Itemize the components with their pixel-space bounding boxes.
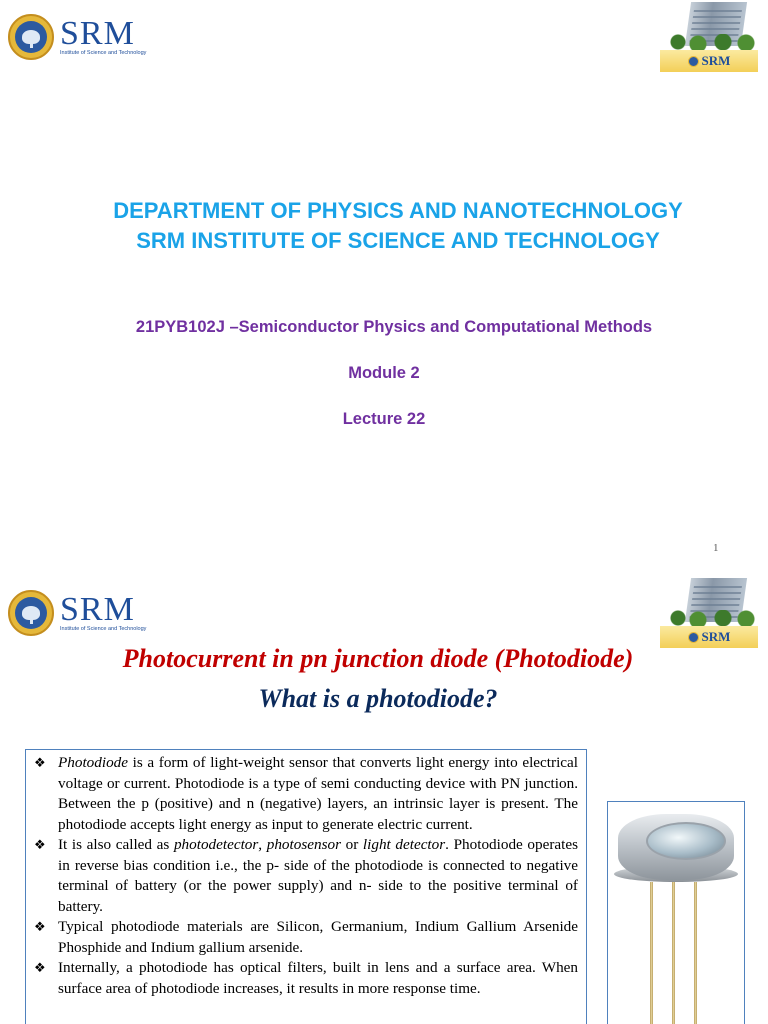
srm-logo (8, 14, 146, 60)
srm-mini-emblem-icon (688, 56, 699, 67)
campus-wordmark: SRM (701, 53, 731, 68)
diamond-bullet-icon: ❖ (34, 960, 46, 975)
slide-subtitle: What is a photodiode? (258, 684, 498, 713)
lecture-label: Lecture 22 (342, 410, 426, 428)
slide-title: Photocurrent in pn junction diode (Photodiode) (122, 644, 634, 673)
logo-subtitle: Institute of Science and Technology (60, 625, 147, 632)
bullet-item: ❖ Typical photodiode materials are Silicon, Germanium, Indium Gallium Arsenide Phosphide and Indium gallium arsenide. (34, 918, 578, 956)
diamond-bullet-icon: ❖ (34, 837, 46, 852)
srm-emblem-icon (8, 14, 54, 60)
department-line-2: SRM INSTITUTE OF SCIENCE AND TECHNOLOGY (136, 228, 660, 253)
department-heading (14, 196, 768, 256)
diamond-bullet-icon: ❖ (34, 919, 46, 934)
campus-building-image (660, 576, 758, 648)
department-line-1: DEPARTMENT OF PHYSICS AND NANOTECHNOLOGY (113, 198, 683, 223)
bullet-text-box (25, 749, 587, 1024)
bullet-item: ❖ Internally, a photodiode has optical filters, built in lens and a surface area. When surface area of photodiode increases, it results in more response time. (34, 959, 578, 997)
logo-wordmark: SRM (60, 590, 135, 628)
campus-building-image (660, 0, 758, 72)
diamond-bullet-icon: ❖ (34, 755, 46, 770)
module-label: Module 2 (348, 364, 420, 382)
slide-2 (0, 576, 768, 1024)
campus-wordmark: SRM (701, 629, 731, 644)
photodiode-image (607, 801, 745, 1024)
srm-logo (8, 590, 146, 636)
slide-page-number: 1 (713, 542, 719, 554)
bullet-item: ❖ Photodiode is a form of light-weight sensor that converts light energy into electrical voltage or current. Photodiode is a type of semi conducting device with PN junction. Between the p (positive) and n (negative) layers, an intrinsic layer is present. The photodiode accepts light energy as input to generate electric current. (34, 754, 578, 833)
bullet-item: ❖ It is also called as photodetector, photosensor or light detector. Photodiode operates in reverse bias condition i.e., the p- side of the photodiode is connected to negative terminal of battery (or the power supply) and n- side to the positive terminal of battery. (34, 836, 579, 915)
logo-wordmark: SRM (60, 14, 135, 52)
course-title: 21PYB102J –Semiconductor Physics and Computational Methods (135, 318, 653, 336)
logo-subtitle: Institute of Science and Technology (60, 49, 147, 56)
srm-mini-emblem-icon (688, 632, 699, 643)
photodiode-lens-icon (646, 822, 726, 860)
srm-emblem-icon (8, 590, 54, 636)
